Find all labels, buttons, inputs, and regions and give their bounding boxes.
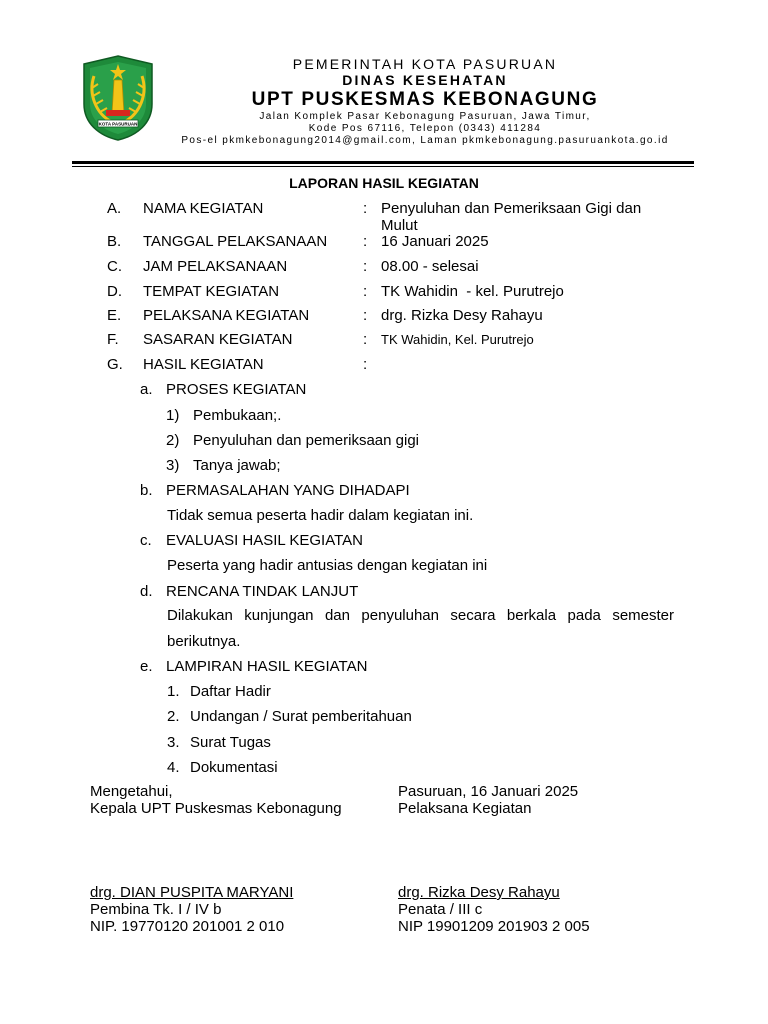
field-colon: : [363,233,368,250]
field-label: HASIL KEGIATAN [143,356,264,373]
field-value: TK Wahidin, Kel. Purutrejo [381,332,534,347]
field-colon: : [363,283,368,300]
list-item: Dokumentasi [190,759,278,776]
field-letter: E. [107,307,122,324]
field-label: NAMA KEGIATAN [143,200,264,217]
section-marker: d. [140,583,153,600]
list-item: Undangan / Surat pemberitahuan [190,708,412,725]
field-letter: D. [107,283,122,300]
list-number: 2. [167,708,180,725]
sig-acknowledgement: Mengetahui, [90,783,173,800]
field-label: JAM PELAKSANAAN [143,258,288,275]
city-logo [78,54,158,142]
letterhead-rule-thick [72,161,694,164]
list-number: 1. [167,683,180,700]
section-heading: PROSES KEGIATAN [166,381,307,398]
field-colon: : [363,200,368,217]
section-marker: c. [140,532,152,549]
list-item: Daftar Hadir [190,683,271,700]
letterhead-contact: Pos-el pkmkebonagung2014@gmail.com, Laman pkmkebonagung.pasuruankota.go.id [181,135,669,146]
field-colon: : [363,307,368,324]
list-number: 1) [166,407,180,424]
section-text: Tidak semua peserta hadir dalam kegiatan ini. [167,507,474,524]
section-heading: LAMPIRAN HASIL KEGIATAN [166,658,368,675]
field-label: TEMPAT KEGIATAN [143,283,280,300]
list-number: 2) [166,432,180,449]
sig-rank: Penata / III c [398,901,483,918]
list-item: Penyuluhan dan pemeriksaan gigi [193,432,419,449]
sig-place-date: Pasuruan, 16 Januari 2025 [398,783,579,800]
section-heading: RENCANA TINDAK LANJUT [166,583,359,600]
field-letter: G. [107,356,123,373]
field-value: TK Wahidin - kel. Purutrejo [381,283,564,300]
field-letter: C. [107,258,122,275]
field-letter: B. [107,233,122,250]
section-marker: a. [140,381,153,398]
field-value: 08.00 - selesai [381,258,479,275]
letterhead-postal: Kode Pos 67116, Telepon (0343) 411284 [308,123,542,134]
field-value-cont: Mulut [381,217,418,234]
list-item: Pembukaan;. [193,407,282,424]
logo-text: KOTA PASURUAN [98,121,138,127]
list-number: 4. [167,759,180,776]
list-item: Surat Tugas [190,734,271,751]
section-text-cont: berikutnya. [167,633,241,650]
letterhead-address: Jalan Komplek Pasar Kebonagung Pasuruan, Jawa Timur, [259,111,591,122]
section-marker: e. [140,658,153,675]
section-text: Peserta yang hadir antusias dengan kegiatan ini [167,557,488,574]
field-value: Penyuluhan dan Pemeriksaan Gigi dan [381,200,642,217]
list-item: Tanya jawab; [193,457,281,474]
letterhead-government: PEMERINTAH KOTA PASURUAN [292,56,558,72]
letterhead-institution: UPT PUSKESMAS KEBONAGUNG [251,89,599,110]
sig-nip: NIP. 19770120 201001 2 010 [90,918,285,935]
list-number: 3. [167,734,180,751]
field-colon: : [363,356,368,373]
section-text: Dilakukan kunjungan dan penyuluhan secara berkala pada semester [167,607,674,624]
list-number: 3) [166,457,180,474]
field-label: SASARAN KEGIATAN [143,331,293,348]
report-title: LAPORAN HASIL KEGIATAN [289,175,479,191]
letterhead-rule-thin [72,166,694,167]
letterhead-department: DINAS KESEHATAN [342,72,508,88]
section-heading: EVALUASI HASIL KEGIATAN [166,532,364,549]
section-heading: PERMASALAHAN YANG DIHADAPI [166,482,410,499]
section-marker: b. [140,482,153,499]
field-colon: : [363,331,368,348]
sig-position: Pelaksana Kegiatan [398,800,532,817]
field-label: PELAKSANA KEGIATAN [143,307,310,324]
sig-nip: NIP 19901209 201903 2 005 [398,918,590,935]
sig-name: drg. Rizka Desy Rahayu [398,884,560,901]
sig-rank: Pembina Tk. I / IV b [90,901,222,918]
field-value: drg. Rizka Desy Rahayu [381,307,543,324]
field-letter: F. [107,331,119,348]
sig-name: drg. DIAN PUSPITA MARYANI [90,884,294,901]
field-colon: : [363,258,368,275]
field-label: TANGGAL PELAKSANAAN [143,233,328,250]
sig-position: Kepala UPT Puskesmas Kebonagung [90,800,342,817]
field-value: 16 Januari 2025 [381,233,489,250]
field-letter: A. [107,200,122,217]
